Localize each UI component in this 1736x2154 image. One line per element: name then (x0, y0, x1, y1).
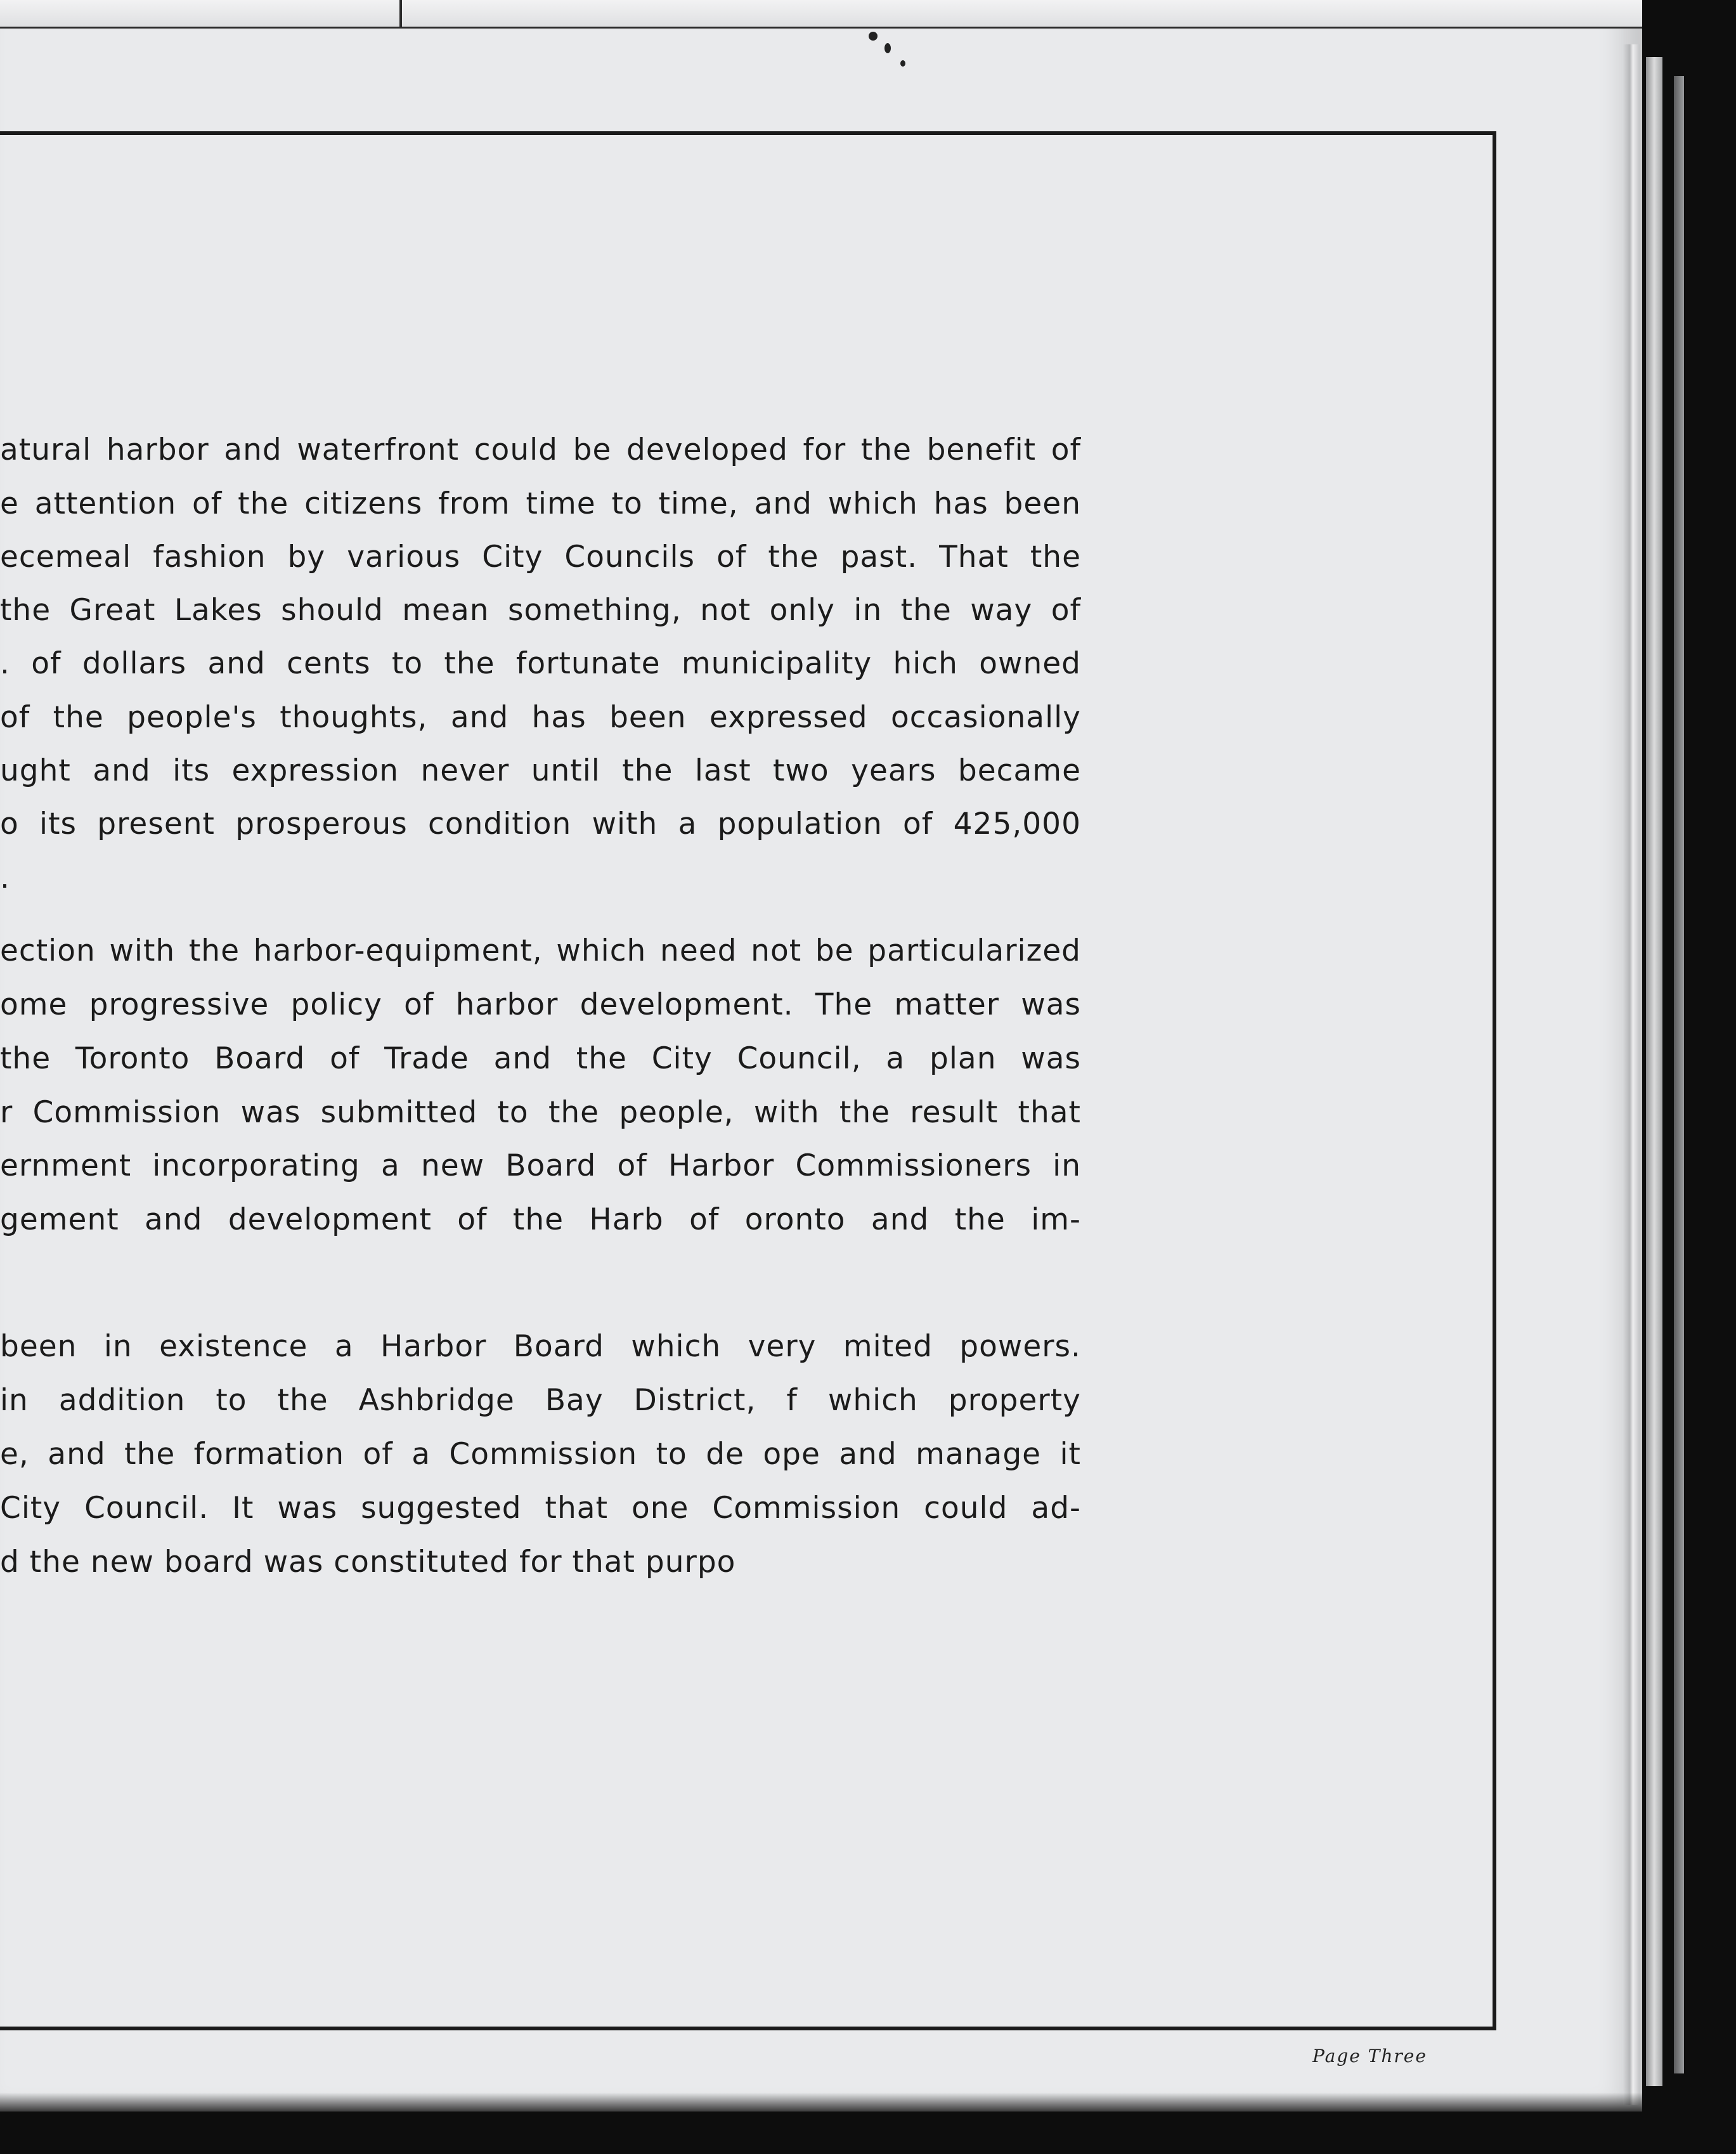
text-line: in addition to the Ashbridge Bay District, f which property (0, 1383, 1081, 1418)
text-line: . of dollars and cents to the fortunate municipality hich owned (0, 646, 1081, 681)
text-line: e attention of the citizens from time to time, and which has been (0, 486, 1081, 521)
page-edge (1646, 57, 1662, 2086)
bottom-shadow (0, 2092, 1736, 2154)
page-number: Page Three (1312, 2046, 1427, 2066)
top-binding-mark (399, 0, 402, 27)
ink-speck (869, 32, 878, 41)
text-line: atural harbor and waterfront could be developed for the benefit of (0, 432, 1081, 467)
text-line: City Council. It was suggested that one Commission could ad- (0, 1491, 1081, 1526)
text-line: been in existence a Harbor Board which very mited powers. (0, 1329, 1081, 1364)
ink-speck (884, 43, 891, 53)
text-line: ection with the harbor-equipment, which need not be particularized (0, 933, 1081, 968)
text-line: r Commission was submitted to the people, with the result that (0, 1095, 1081, 1130)
text-line: of the people's thoughts, and has been expressed occasionally (0, 700, 1081, 735)
text-line: the Great Lakes should mean something, not only in the way of (0, 593, 1081, 628)
page-edge (1623, 44, 1640, 2105)
text-line: ome progressive policy of harbor development. The matter was (0, 987, 1081, 1022)
text-line: d the new board was constituted for that purpo (0, 1545, 736, 1580)
text-line: gement and development of the Harb of oronto and the im- (0, 1202, 1081, 1237)
text-line: . (0, 860, 10, 895)
page-edge (1674, 76, 1684, 2073)
text-line: o its present prosperous condition with a population of 425,000 (0, 807, 1081, 841)
top-page-strip (0, 0, 1642, 29)
page-frame (0, 131, 1496, 2030)
text-line: ught and its expression never until the last two years became (0, 753, 1081, 788)
text-line: ernment incorporating a new Board of Harbor Commissioners in (0, 1148, 1081, 1183)
ink-speck (900, 60, 905, 67)
text-line: e, and the formation of a Commission to de ope and manage it (0, 1437, 1081, 1472)
text-line: ecemeal fashion by various City Councils of the past. That the (0, 540, 1081, 574)
text-line: the Toronto Board of Trade and the City Council, a plan was (0, 1041, 1081, 1076)
